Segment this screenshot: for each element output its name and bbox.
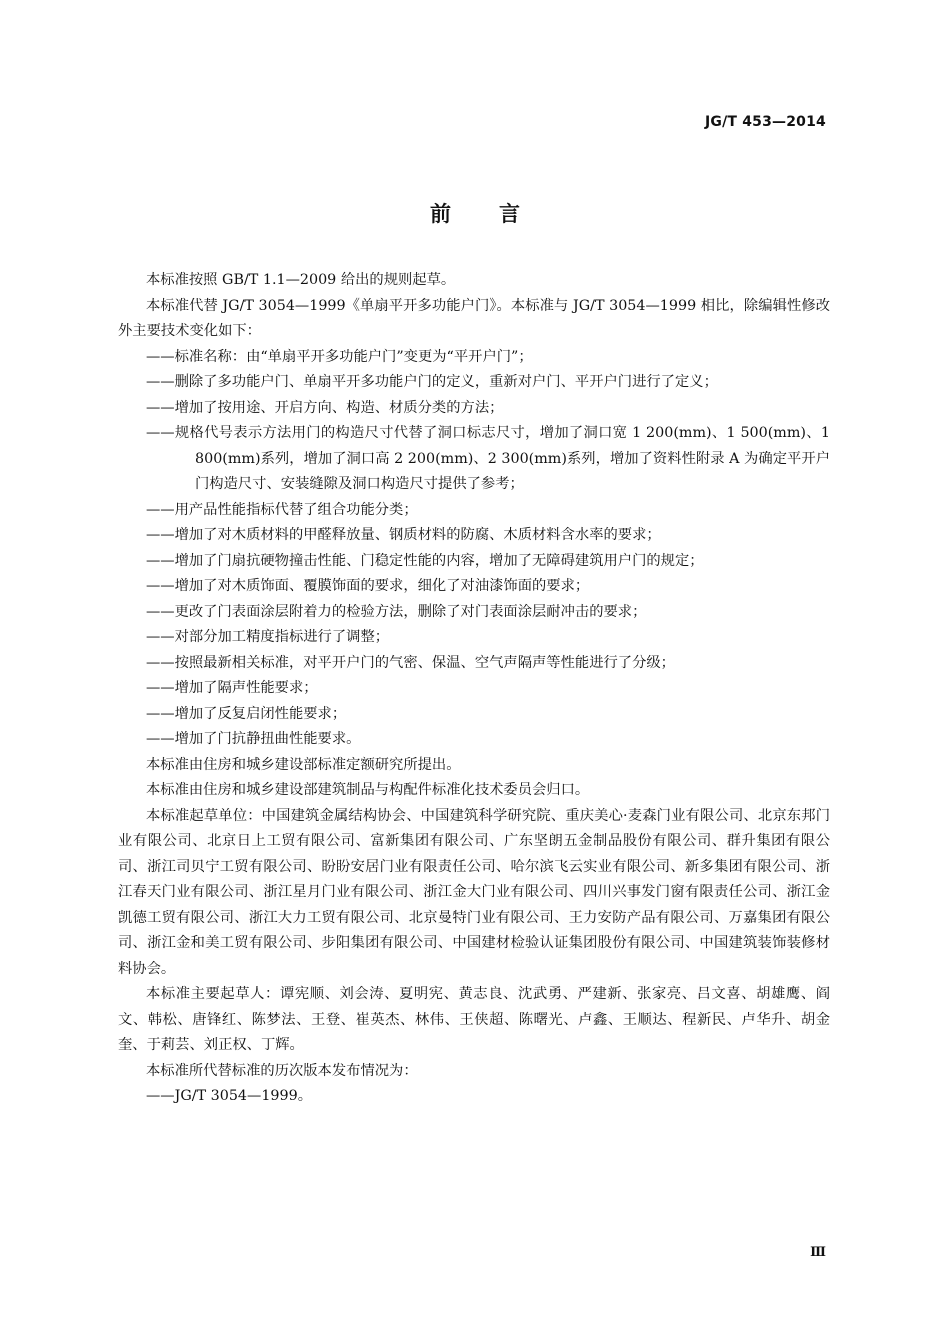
page-number: Ⅲ: [810, 1245, 826, 1260]
change-item: ——规格代号表示方法用门的构造尺寸代替了洞口标志尺寸，增加了洞口宽 1 200(mm)、1 500(mm)、1 800(mm)系列，增加了洞口高 2 200(mm)、2 300(mm)系列，增加了资料性附录 A 为确定平开户门构造尺寸、安装缝隙及洞口构造尺寸提供了参考；: [146, 425, 830, 492]
change-item: ——对部分加工精度指标进行了调整；: [146, 629, 390, 645]
paragraph-drafting-units: 本标准起草单位：中国建筑金属结构协会、中国建筑科学研究院、重庆美心·麦森门业有限公司、北京东邦门业有限公司、北京日上工贸有限公司、富新集团有限公司、广东坚朗五金制品股份有限公司、群升集团有限公司、浙江司贝宁工贸有限公司、盼盼安居门业有限责任公司、哈尔滨飞云实业有限公司、新多集团有限公司、浙江春天门业有限公司、浙江星月门业有限公司、浙江金大门业有限公司、四川兴事发门窗有限责任公司、浙江金凯德工贸有限公司、浙江大力工贸有限公司、北京曼特门业有限公司、王力安防产品有限公司、万嘉集团有限公司、浙江金和美工贸有限公司、步阳集团有限公司、中国建材检验认证集团股份有限公司、中国建筑装饰装修材料协会。: [118, 807, 830, 977]
change-item: ——增加了门扇抗硬物撞击性能、门稳定性能的内容，增加了无障碍建筑用户门的规定；: [146, 552, 704, 569]
change-item: ——按照最新相关标准，对平开户门的气密、保温、空气声隔声等性能进行了分级；: [146, 654, 675, 671]
standard-code: JG/T 453—2014: [704, 114, 826, 130]
change-item: ——更改了门表面涂层附着力的检验方法，删除了对门表面涂层耐冲击的要求；: [146, 603, 647, 620]
change-item: ——增加了反复启闭性能要求；: [146, 705, 347, 722]
paragraph-drafting-rules: 本标准按照 GB/T 1.1—2009 给出的规则起草。: [146, 272, 456, 288]
paragraph-history-intro: 本标准所代替标准的历次版本发布情况为：: [146, 1062, 418, 1079]
paragraph-replacement: 本标准代替 JG/T 3054—1999《单扇平开多功能户门》。本标准与 JG/T 3054—1999 相比，除编辑性修改外主要技术变化如下：: [118, 297, 830, 339]
document-body: [118, 268, 830, 1110]
paragraph-committee: 本标准由住房和城乡建设部建筑制品与构配件标准化技术委员会归口。: [146, 782, 590, 798]
change-item: ——增加了门抗静扭曲性能要求。: [146, 731, 361, 747]
page-title: 前言: [430, 202, 568, 226]
change-item: ——标准名称：由“单扇平开多功能户门”变更为“平开户门”；: [146, 348, 533, 365]
paragraph-proposer: 本标准由住房和城乡建设部标准定额研究所提出。: [146, 756, 461, 773]
change-item: ——增加了隔声性能要求；: [146, 680, 318, 696]
change-item: ——用产品性能指标代替了组合功能分类；: [146, 501, 418, 518]
change-item: ——删除了多功能户门、单扇平开多功能户门的定义，重新对户门、平开户门进行了定义；: [146, 374, 718, 390]
paragraph-drafters: 本标准主要起草人：谭宪顺、刘会涛、夏明宪、黄志良、沈武勇、严建新、张家亮、吕文喜、胡雄鹰、阎文、韩松、唐锋红、陈梦法、王登、崔英杰、林伟、王侠超、陈曙光、卢鑫、王顺达、程新民、卢华升、胡金奎、于莉芸、刘正权、丁辉。: [118, 986, 830, 1053]
change-item: ——增加了按用途、开启方向、构造、材质分类的方法；: [146, 399, 504, 416]
history-item: ——JG/T 3054—1999。: [146, 1088, 313, 1104]
change-item: ——增加了对木质材料的甲醛释放量、钢质材料的防腐、木质材料含水率的要求；: [146, 527, 661, 543]
change-item: ——增加了对木质饰面、覆膜饰面的要求，细化了对油漆饰面的要求；: [146, 578, 590, 594]
